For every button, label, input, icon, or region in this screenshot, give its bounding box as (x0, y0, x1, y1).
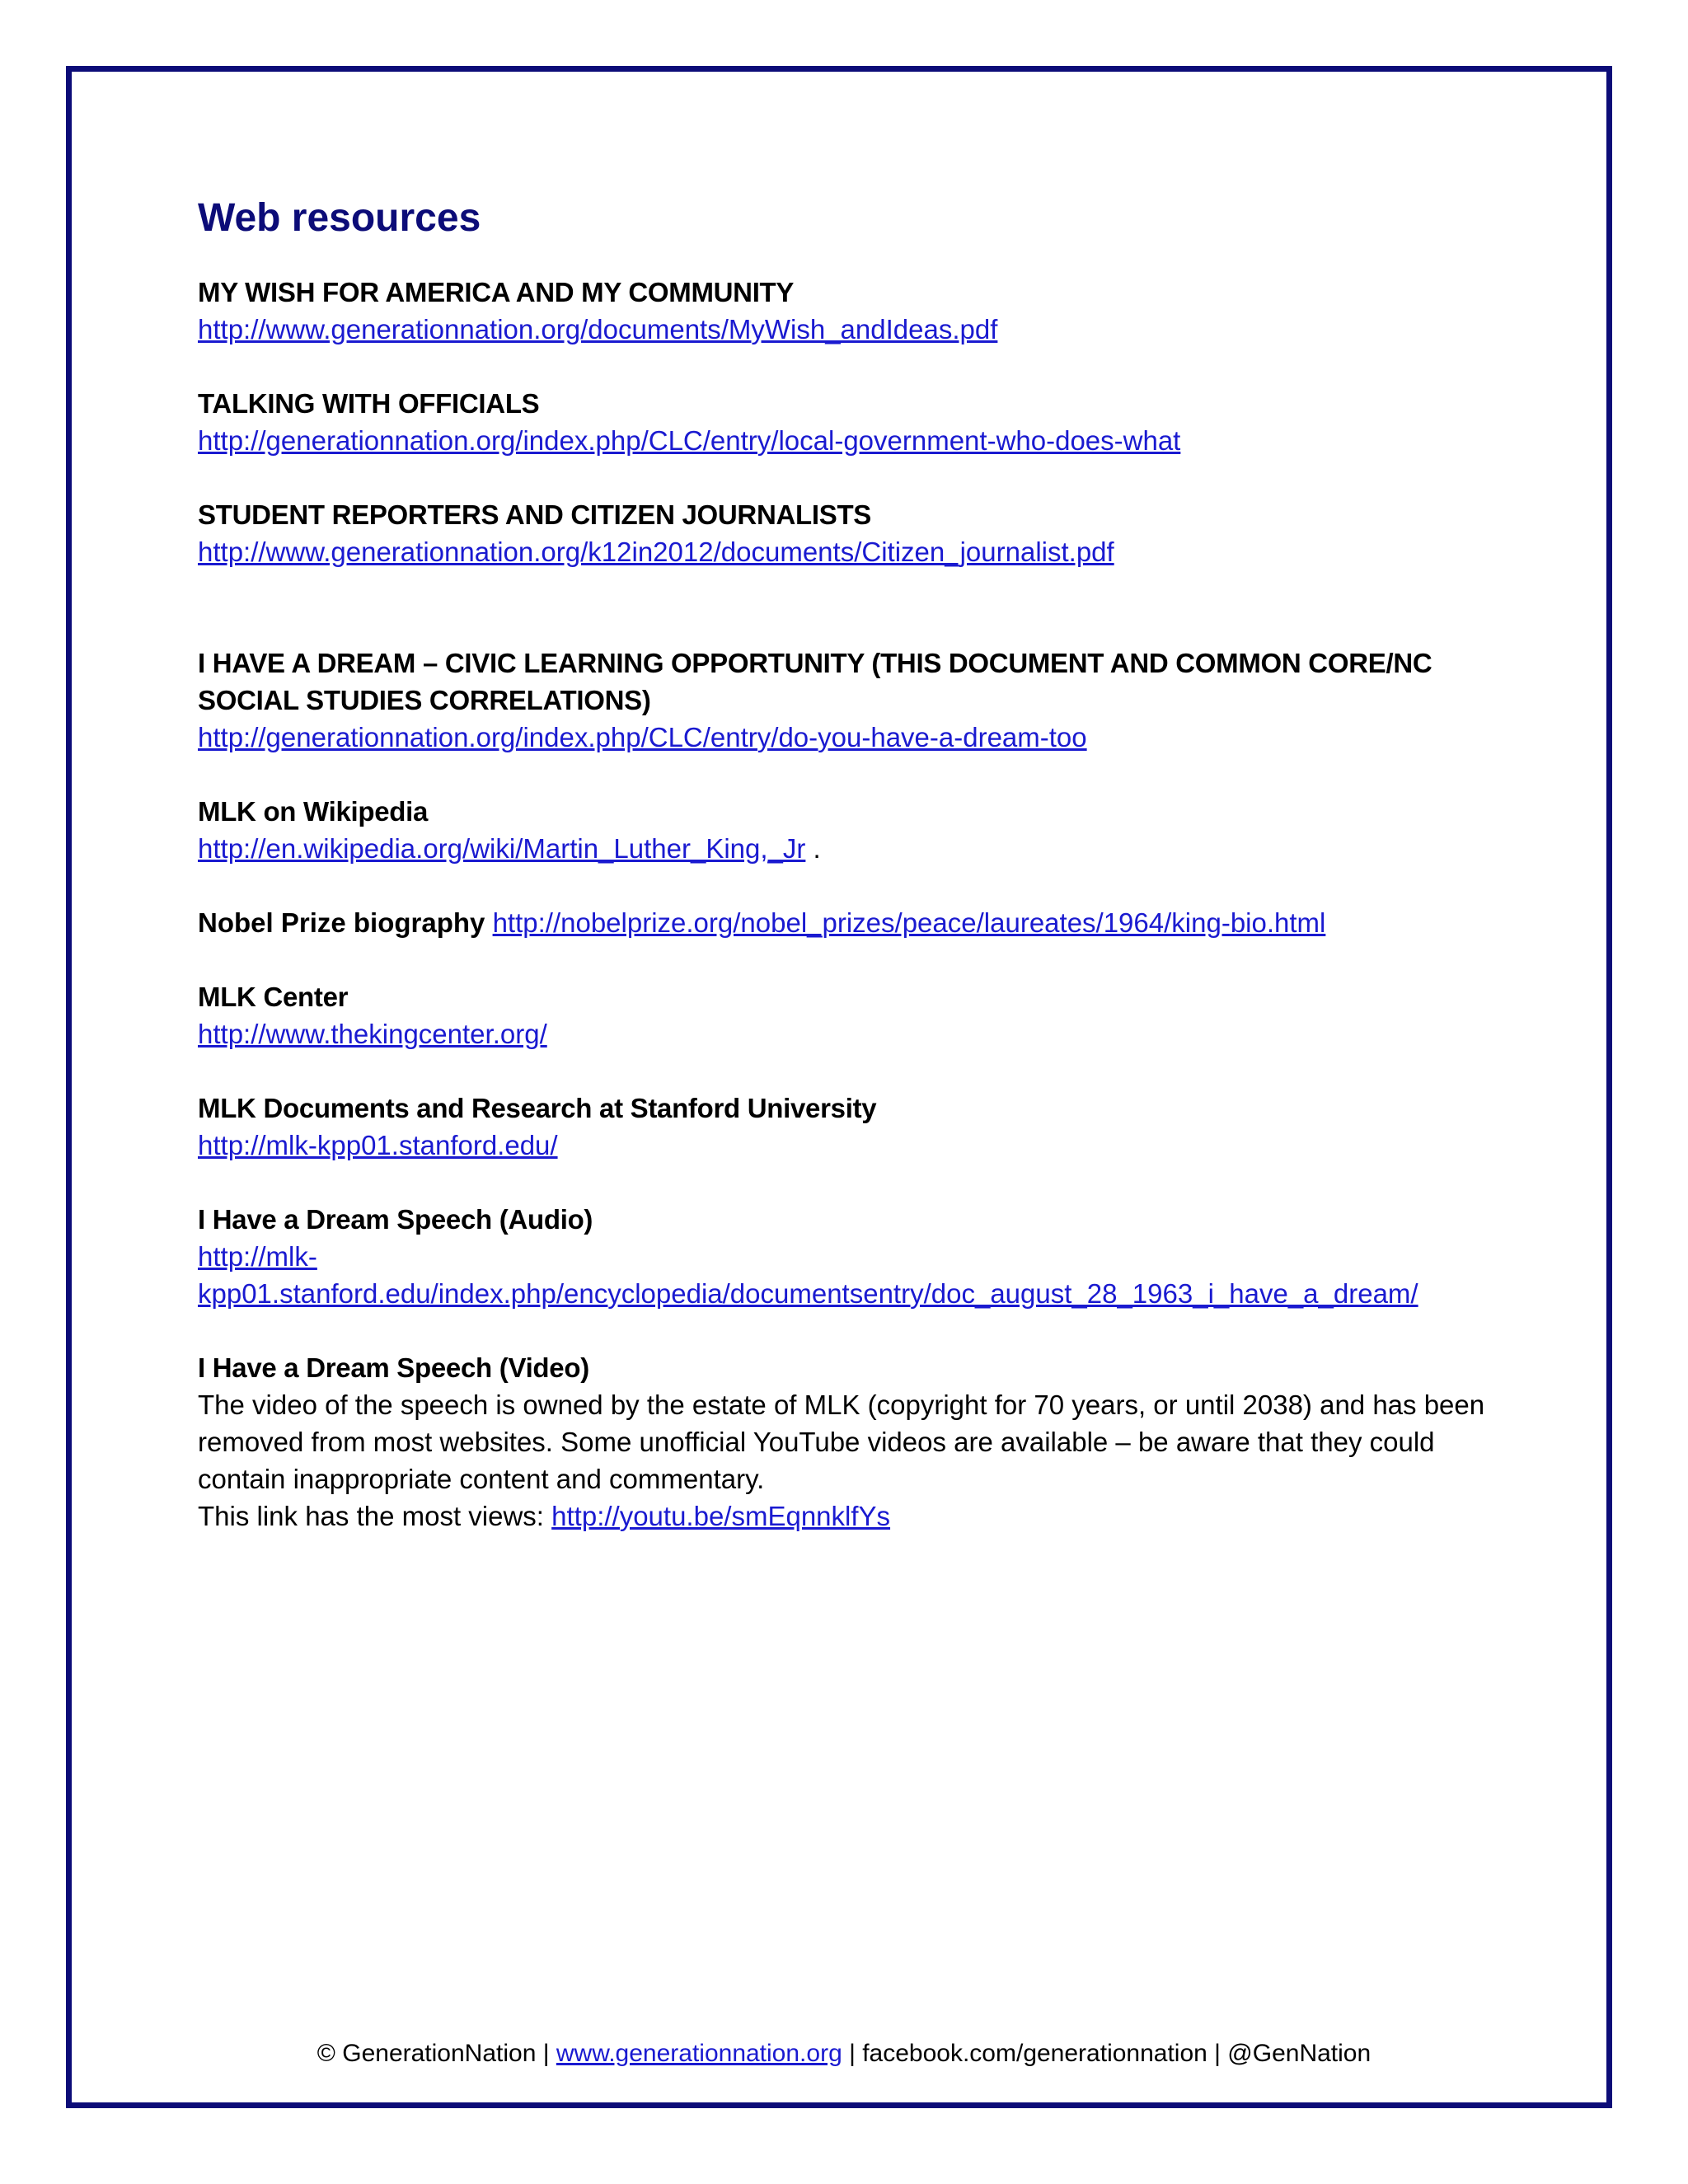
resource-mlk-wikipedia (198, 793, 1517, 867)
resource-link[interactable]: http://generationnation.org/index.php/CLC/entry/local-government-who-does-what (198, 424, 1181, 456)
resource-heading: MLK on Wikipedia (198, 795, 429, 827)
resource-link[interactable]: http://www.generationnation.org/k12in2012/documents/Citizen_journalist.pdf (198, 536, 1114, 567)
page-title: Web resources (198, 196, 481, 240)
resource-i-have-a-dream (198, 644, 1517, 756)
resource-heading: MY WISH FOR AMERICA AND MY COMMUNITY (198, 276, 795, 307)
resource-link-part-2[interactable]: kpp01.stanford.edu/index.php/encyclopedia/documentsentry/doc_august_28_1963_i_have_a_dream/ (198, 1277, 1418, 1309)
resource-mlk-center (198, 978, 1517, 1052)
resource-heading: I Have a Dream Speech (Video) (198, 1352, 589, 1383)
resource-link[interactable]: http://www.thekingcenter.org/ (198, 1018, 547, 1049)
link-prefix: This link has the most views: (198, 1500, 552, 1531)
resource-my-wish (198, 274, 1517, 348)
resource-heading: TALKING WITH OFFICIALS (198, 387, 540, 419)
resource-link[interactable]: http://nobelprize.org/nobel_prizes/peace/laureates/1964/king-bio.html (492, 907, 1326, 938)
resource-heading: STUDENT REPORTERS AND CITIZEN JOURNALISTS (198, 499, 872, 530)
resource-link-line (198, 1497, 1517, 1535)
page-footer (0, 2040, 1688, 2068)
resource-heading: MLK Center (198, 981, 349, 1012)
resource-link-line (198, 830, 1517, 867)
resource-heading: Nobel Prize biography (198, 907, 485, 938)
page-content (198, 194, 1517, 1572)
link-suffix: . (805, 832, 821, 864)
resource-heading: I Have a Dream Speech (Audio) (198, 1203, 593, 1235)
resource-speech-audio (198, 1201, 1517, 1312)
resource-link-line-1 (198, 1238, 1517, 1275)
resource-link[interactable]: http://www.generationnation.org/documents/MyWish_andIdeas.pdf (198, 313, 998, 344)
resource-link[interactable]: http://en.wikipedia.org/wiki/Martin_Luther_King,_Jr (198, 832, 806, 864)
resource-heading: MLK Documents and Research at Stanford University (198, 1092, 877, 1123)
resource-link-part-1[interactable]: http://mlk- (198, 1240, 317, 1272)
resource-student-reporters (198, 496, 1517, 570)
footer-social: | facebook.com/generationnation | @GenNation (842, 2040, 1372, 2067)
resource-speech-video (198, 1349, 1517, 1535)
resource-link[interactable]: http://generationnation.org/index.php/CLC/entry/do-you-have-a-dream-too (198, 721, 1087, 752)
resource-link[interactable]: http://youtu.be/smEqnnklfYs (551, 1500, 891, 1531)
resource-stanford (198, 1090, 1517, 1164)
footer-website-link[interactable]: www.generationnation.org (556, 2040, 842, 2067)
resource-nobel-prize (198, 904, 1517, 941)
resource-link[interactable]: http://mlk-kpp01.stanford.edu/ (198, 1129, 558, 1160)
resource-heading: I HAVE A DREAM – CIVIC LEARNING OPPORTUNITY (THIS DOCUMENT AND COMMON CORE/NC SOCIAL STUDIES CORRELATIONS) (198, 647, 1432, 715)
footer-copyright: © GenerationNation | (316, 2040, 556, 2067)
resource-talking-officials (198, 385, 1517, 459)
resource-link-line-2 (198, 1275, 1517, 1312)
resource-description: The video of the speech is owned by the estate of MLK (copyright for 70 years, or until 2038) and has been removed from most websites. Some unofficial YouTube videos are available – be aware that they could contain inappropriate content and commentary. (198, 1389, 1485, 1494)
